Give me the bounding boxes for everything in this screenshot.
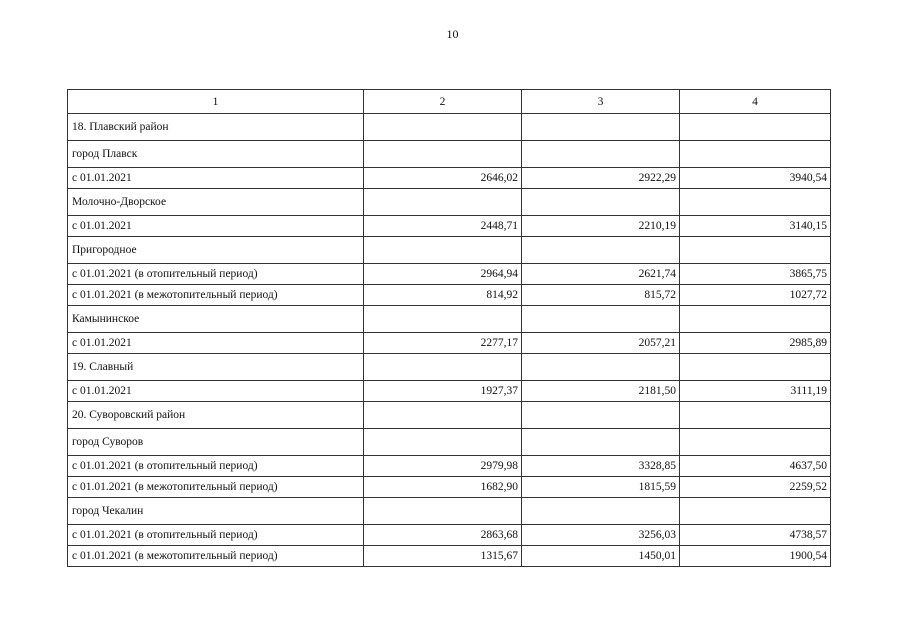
row-label-cell: с 01.01.2021 (в отопительный период) <box>68 456 364 477</box>
value-cell-col4 <box>680 306 831 333</box>
row-label-cell: город Суворов <box>68 429 364 456</box>
table-row <box>68 333 831 354</box>
value-cell-col3 <box>522 429 680 456</box>
value-cell-col2 <box>364 141 522 168</box>
section-row <box>68 141 831 168</box>
value-cell-col3: 3256,03 <box>522 525 680 546</box>
section-row <box>68 237 831 264</box>
table-row <box>68 525 831 546</box>
value-cell-col2 <box>364 237 522 264</box>
value-cell-col4 <box>680 498 831 525</box>
value-cell-col3 <box>522 402 680 429</box>
value-cell-col3 <box>522 141 680 168</box>
value-cell-col2 <box>364 114 522 141</box>
value-cell-col3 <box>522 237 680 264</box>
value-cell-col2 <box>364 429 522 456</box>
value-cell-col4: 1900,54 <box>680 546 831 567</box>
table-row <box>68 216 831 237</box>
value-cell-col2: 2979,98 <box>364 456 522 477</box>
value-cell-col4: 3111,19 <box>680 381 831 402</box>
value-cell-col4: 1027,72 <box>680 285 831 306</box>
value-cell-col2: 2964,94 <box>364 264 522 285</box>
row-label-cell: 19. Славный <box>68 354 364 381</box>
value-cell-col3: 2210,19 <box>522 216 680 237</box>
row-label-cell: с 01.01.2021 (в отопительный период) <box>68 525 364 546</box>
value-cell-col3 <box>522 354 680 381</box>
row-label-cell: 20. Суворовский район <box>68 402 364 429</box>
row-label-cell: с 01.01.2021 <box>68 381 364 402</box>
row-label-cell: с 01.01.2021 (в межотопительный период) <box>68 546 364 567</box>
value-cell-col2 <box>364 189 522 216</box>
table-row <box>68 285 831 306</box>
value-cell-col3: 3328,85 <box>522 456 680 477</box>
table-body <box>68 114 831 567</box>
row-label-cell: город Плавск <box>68 141 364 168</box>
row-label-cell: с 01.01.2021 (в отопительный период) <box>68 264 364 285</box>
section-row <box>68 429 831 456</box>
value-cell-col4: 2259,52 <box>680 477 831 498</box>
value-cell-col4 <box>680 402 831 429</box>
row-label-cell: Молочно-Дворское <box>68 189 364 216</box>
value-cell-col4: 3140,15 <box>680 216 831 237</box>
value-cell-col2: 1315,67 <box>364 546 522 567</box>
value-cell-col3: 1815,59 <box>522 477 680 498</box>
section-row <box>68 498 831 525</box>
value-cell-col4: 3865,75 <box>680 264 831 285</box>
value-cell-col3: 2922,29 <box>522 168 680 189</box>
column-number-row <box>68 90 831 114</box>
row-label-cell: с 01.01.2021 (в межотопительный период) <box>68 477 364 498</box>
value-cell-col4: 3940,54 <box>680 168 831 189</box>
value-cell-col4 <box>680 141 831 168</box>
value-cell-col2: 2277,17 <box>364 333 522 354</box>
column-header-2: 2 <box>364 90 522 114</box>
value-cell-col4: 4637,50 <box>680 456 831 477</box>
value-cell-col2: 2863,68 <box>364 525 522 546</box>
row-label-cell: с 01.01.2021 <box>68 333 364 354</box>
row-label-cell: с 01.01.2021 (в межотопительный период) <box>68 285 364 306</box>
value-cell-col3: 1450,01 <box>522 546 680 567</box>
value-cell-col3 <box>522 114 680 141</box>
value-cell-col4 <box>680 189 831 216</box>
value-cell-col2: 2448,71 <box>364 216 522 237</box>
section-row <box>68 306 831 333</box>
row-label-cell: Камынинское <box>68 306 364 333</box>
page-number: 10 <box>446 27 459 41</box>
value-cell-col2: 2646,02 <box>364 168 522 189</box>
value-cell-col4 <box>680 354 831 381</box>
table-row <box>68 168 831 189</box>
value-cell-col2 <box>364 498 522 525</box>
table-row <box>68 477 831 498</box>
value-cell-col3: 815,72 <box>522 285 680 306</box>
section-row <box>68 114 831 141</box>
table-row <box>68 264 831 285</box>
column-header-4: 4 <box>680 90 831 114</box>
value-cell-col4 <box>680 429 831 456</box>
column-header-3: 3 <box>522 90 680 114</box>
value-cell-col4 <box>680 237 831 264</box>
value-cell-col3 <box>522 498 680 525</box>
row-label-cell: город Чекалин <box>68 498 364 525</box>
value-cell-col2: 1927,37 <box>364 381 522 402</box>
tariff-table <box>67 89 831 567</box>
value-cell-col3 <box>522 189 680 216</box>
row-label-cell: с 01.01.2021 <box>68 168 364 189</box>
table-row <box>68 546 831 567</box>
value-cell-col2: 814,92 <box>364 285 522 306</box>
value-cell-col3: 2621,74 <box>522 264 680 285</box>
value-cell-col3 <box>522 306 680 333</box>
row-label-cell: Пригородное <box>68 237 364 264</box>
row-label-cell: 18. Плавский район <box>68 114 364 141</box>
value-cell-col2 <box>364 306 522 333</box>
value-cell-col4: 4738,57 <box>680 525 831 546</box>
value-cell-col2 <box>364 354 522 381</box>
value-cell-col3: 2057,21 <box>522 333 680 354</box>
value-cell-col2: 1682,90 <box>364 477 522 498</box>
value-cell-col3: 2181,50 <box>522 381 680 402</box>
value-cell-col4 <box>680 114 831 141</box>
table-row <box>68 456 831 477</box>
row-label-cell: с 01.01.2021 <box>68 216 364 237</box>
value-cell-col4: 2985,89 <box>680 333 831 354</box>
value-cell-col2 <box>364 402 522 429</box>
column-header-1: 1 <box>68 90 364 114</box>
section-row <box>68 402 831 429</box>
section-row <box>68 354 831 381</box>
table-row <box>68 381 831 402</box>
section-row <box>68 189 831 216</box>
